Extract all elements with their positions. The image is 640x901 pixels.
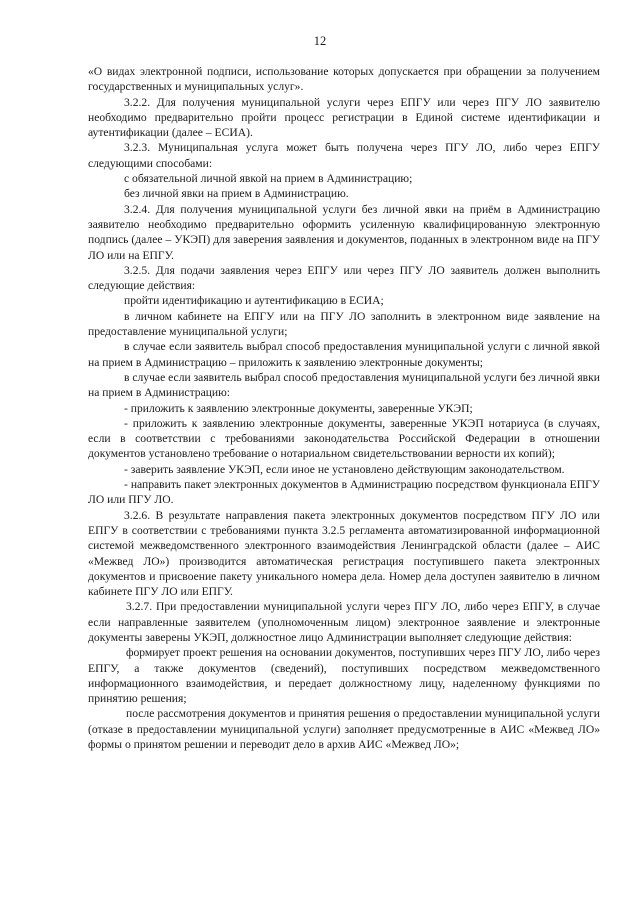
paragraph: «О видах электронной подписи, использование которых допускается при обращении за получением государственных и муниципальных услуг».	[88, 65, 600, 94]
paragraph: формирует проект решения на основании документов, поступивших через ПГУ ЛО, либо через ЕПГУ, а также документов (сведений), поступивших посредством межведомственного информационного взаимодействия, и передает должностному лицу, наделенному функциями по принятию решения;	[88, 646, 600, 706]
paragraph: - приложить к заявлению электронные документы, заверенные УКЭП;	[124, 401, 473, 415]
paragraph: пройти идентификацию и аутентификацию в ЕСИА;	[124, 294, 384, 308]
paragraph: 3.2.6. В результате направления пакета электронных документов посредством ПГУ ЛО или ЕПГУ в соответствии с требованиями пункта 3.2.5 регламента автоматизированной информационной системой межведомственного электронного взаимодействия Ленинградской области (далее – АИС «Межвед ЛО») производится автоматическая регистрация поступившего пакета электронных документов и присвоение пакету уникального номера дела. Номер дела доступен заявителю в личном кабинете ПГУ ЛО или ЕПГУ.	[88, 508, 600, 599]
paragraph: - направить пакет электронных документов в Администрацию посредством функционала ЕПГУ ЛО или ПГУ ЛО.	[88, 478, 600, 507]
paragraph: без личной явки на прием в Администрацию.	[124, 187, 349, 201]
paragraph: 3.2.5. Для подачи заявления через ЕПГУ или через ПГУ ЛО заявитель должен выполнить следующие действия:	[88, 263, 600, 293]
paragraph: - приложить к заявлению электронные документы, заверенные УКЭП нотариуса (в случаях, если в соответствии с требованиями законодательства Российской Федерации в отношении документов установлено требование о нотариальном свидетельствовании верности их копий);	[88, 416, 600, 461]
document-body	[88, 64, 600, 752]
paragraph: в случае если заявитель выбрал способ предоставления муниципальной услуги без личной явки на прием в Администрацию:	[88, 370, 600, 400]
paragraph: 3.2.2. Для получения муниципальной услуги через ЕПГУ или через ПГУ ЛО заявителю необходимо предварительно пройти процесс регистрации в Единой системе идентификации и аутентификации (далее – ЕСИА).	[88, 95, 600, 140]
paragraph: - заверить заявление УКЭП, если иное не установлено действующим законодательством.	[124, 462, 565, 476]
paragraph: 3.2.7. При предоставлении муниципальной услуги через ПГУ ЛО, либо через ЕПГУ, в случае если направленные заявителем (уполномоченным лицом) электронное заявление и электронные документы заверены УКЭП, должностное лицо Администрации выполняет следующие действия:	[88, 600, 600, 644]
paragraph: в случае если заявитель выбрал способ предоставления муниципальной услуги с личной явкой на прием в Администрацию – приложить к заявлению электронные документы;	[88, 340, 600, 369]
paragraph: с обязательной личной явкой на прием в Администрацию;	[124, 172, 413, 186]
paragraph: в личном кабинете на ЕПГУ или на ПГУ ЛО заполнить в электронном виде заявление на предоставление муниципальной услуги;	[88, 309, 600, 339]
paragraph: после рассмотрения документов и принятия решения о предоставлении муниципальной услуги (отказе в предоставлении муниципальной услуги) заполняет предусмотренные в АИС «Межвед ЛО» формы о принятом решении и переводит дело в архив АИС «Межвед ЛО»;	[88, 707, 600, 752]
page-number: 12	[313, 34, 327, 48]
paragraph: 3.2.3. Муниципальная услуга может быть получена через ПГУ ЛО, либо через ЕПГУ следующими способами:	[88, 141, 600, 170]
paragraph: 3.2.4. Для получения муниципальной услуги без личной явки на приём в Администрацию заявителю необходимо предварительно оформить усиленную квалифицированную электронную подпись (далее – УКЭП) для заверения заявления и документов, поданных в электронном виде на ПГУ ЛО или на ЕПГУ.	[88, 202, 600, 262]
